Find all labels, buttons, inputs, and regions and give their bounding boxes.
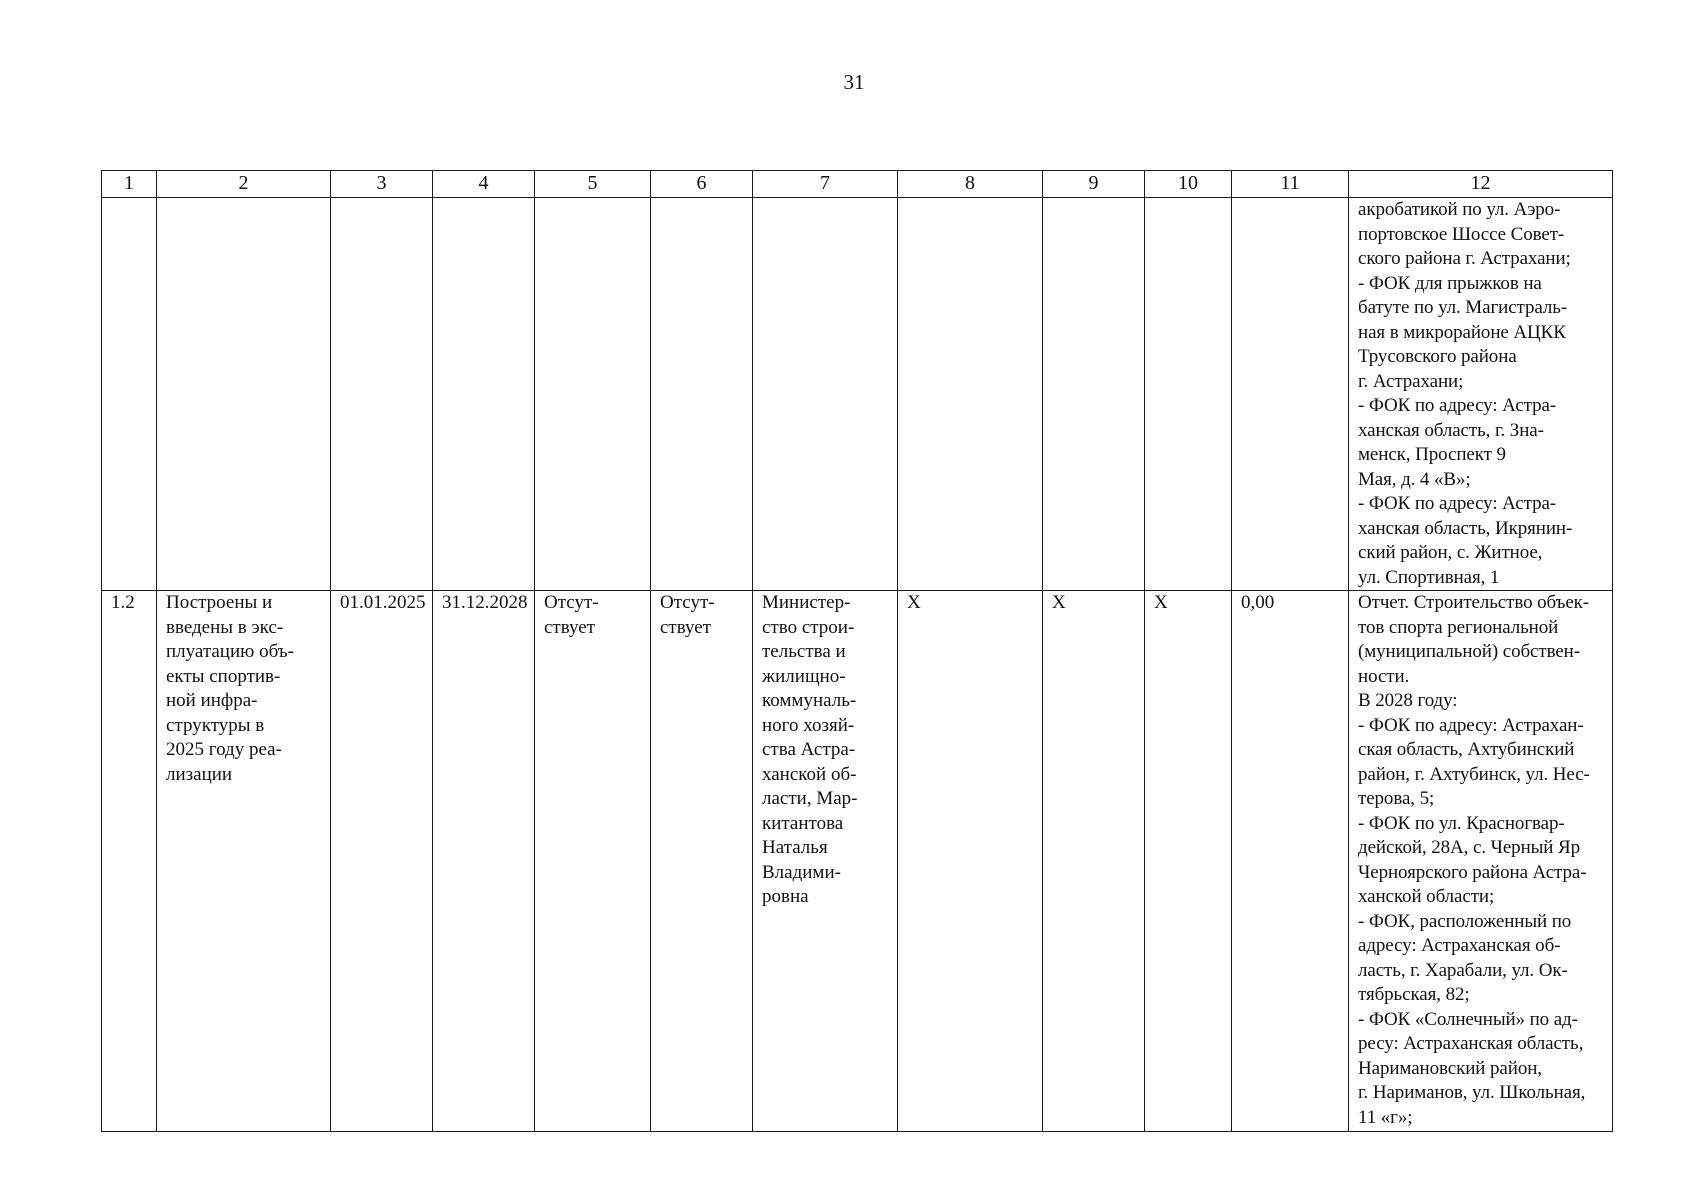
table-row-continuation xyxy=(102,198,1613,591)
cell-continuation-col7 xyxy=(753,198,898,591)
cell-responsible: Министер- ство строи- тельства и жилищно- коммуналь- ного хозяй- ства Астра- ханской об- ласти, Мар- китантова Наталья Владими- ровна xyxy=(753,591,898,1132)
column-header-7: 7 xyxy=(753,171,898,198)
cell-row-number: 1.2 xyxy=(102,591,157,1132)
cell-result: Отчет. Строительство объек- тов спорта региональной (муниципальной) собствен- ности. В 2028 году: - ФОК по адресу: Астрахан- ская область, Ахтубинский район, г. Ахтубинск, ул. Нес- терова, 5; - ФОК по ул. Красногвар- дейской, 28А, с. Черный Яр Черноярского района Астра- ханской области; - ФОК, расположенный по адресу: Астраханская об- ласть, г. Харабали, ул. Ок- тябрьская, 82; - ФОК «Солнечный» по ад- ресу: Астраханская область, Наримановский район, г. Нариманов, ул. Школьная, 11 «г»; xyxy=(1349,591,1613,1132)
column-header-12: 12 xyxy=(1349,171,1613,198)
cell-continuation-col5 xyxy=(535,198,651,591)
cell-continuation-col11 xyxy=(1232,198,1349,591)
column-header-8: 8 xyxy=(898,171,1043,198)
cell-col5: Отсут- ствует xyxy=(535,591,651,1132)
plan-table xyxy=(101,170,1613,1132)
cell-continuation-result: акробатикой по ул. Аэро- портовское Шоссе Совет- ского района г. Астрахани; - ФОК для прыжков на батуте по ул. Магистраль- ная в микрорайоне АЦКК Трусовского района г. Астрахани; - ФОК по адресу: Астра- ханская область, г. Зна- менск, Проспект 9 Мая, д. 4 «В»; - ФОК по адресу: Астра- ханская область, Икрянин- ский район, с. Житное, ул. Спортивная, 1 xyxy=(1349,198,1613,591)
column-header-4: 4 xyxy=(433,171,535,198)
column-header-6: 6 xyxy=(651,171,753,198)
cell-col6: Отсут- ствует xyxy=(651,591,753,1132)
cell-continuation-col6 xyxy=(651,198,753,591)
cell-col10: X xyxy=(1145,591,1232,1132)
cell-start-date: 01.01.2025 xyxy=(331,591,433,1132)
cell-continuation-col4 xyxy=(433,198,535,591)
cell-continuation-col1 xyxy=(102,198,157,591)
cell-col8: X xyxy=(898,591,1043,1132)
column-header-5: 5 xyxy=(535,171,651,198)
table-row-1-2 xyxy=(102,591,1613,1132)
cell-amount: 0,00 xyxy=(1232,591,1349,1132)
column-header-11: 11 xyxy=(1232,171,1349,198)
cell-col9: X xyxy=(1043,591,1145,1132)
column-header-1: 1 xyxy=(102,171,157,198)
cell-end-date: 31.12.2028 xyxy=(433,591,535,1132)
cell-continuation-col9 xyxy=(1043,198,1145,591)
cell-continuation-col10 xyxy=(1145,198,1232,591)
cell-continuation-col8 xyxy=(898,198,1043,591)
column-header-10: 10 xyxy=(1145,171,1232,198)
cell-continuation-col3 xyxy=(331,198,433,591)
column-header-2: 2 xyxy=(157,171,331,198)
page-number: 31 xyxy=(843,70,865,94)
cell-task-name: Построены и введены в экс- плуатацию объ- екты спортив- ной инфра- структуры в 2025 году реа- лизации xyxy=(157,591,331,1132)
column-header-9: 9 xyxy=(1043,171,1145,198)
header-row xyxy=(102,171,1613,198)
column-header-3: 3 xyxy=(331,171,433,198)
cell-continuation-col2 xyxy=(157,198,331,591)
